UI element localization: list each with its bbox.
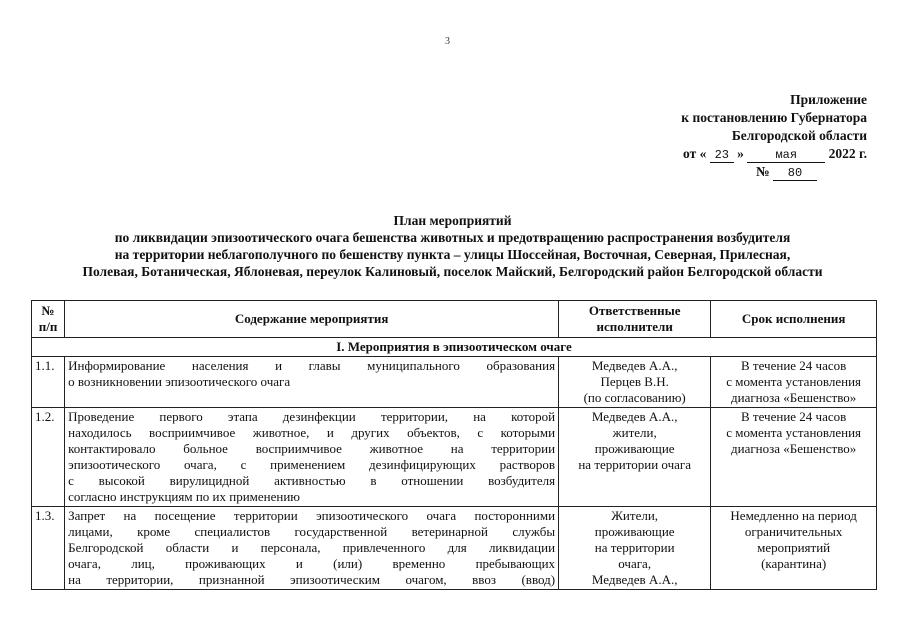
plan-heading (30, 212, 875, 280)
deadline-line: с момента установления (726, 425, 862, 440)
row-number: 1.3. (32, 507, 65, 590)
content-line: эпизоотического очага, с применением дезинфицирующих растворов (68, 457, 556, 472)
content-line: Запрет на посещение территории эпизоотического очага посторонними (68, 508, 556, 523)
resp-line: очага, (618, 556, 652, 571)
resp-line: Медведев А.А., (591, 409, 678, 424)
appendix-title: Приложение (790, 92, 867, 107)
content-line: Информирование населения и главы муниципального образования (68, 358, 556, 373)
appendix-date (681, 145, 867, 163)
row-responsible (559, 357, 711, 408)
row-deadline (711, 408, 877, 507)
resp-line: на территории (594, 540, 675, 555)
deadline-line: мероприятий (757, 540, 831, 555)
table-row (32, 408, 877, 507)
header-resp-line: Ответственные (588, 303, 681, 318)
content-line: находилось восприимчивое животное, и других объектов, с которыми (68, 425, 556, 440)
content-line: на территории, признанной эпизоотическим очагом, ввоз (ввод) (68, 572, 556, 587)
content-line: лицами, кроме специалистов государственной ветеринарной службы (68, 524, 556, 539)
row-responsible (559, 507, 711, 590)
number-value: 80 (773, 166, 817, 181)
header-num-line: № (41, 303, 55, 318)
deadline-line: диагноза «Бешенство» (731, 441, 857, 456)
content-line: Проведение первого этапа дезинфекции территории, на которой (68, 409, 556, 424)
appendix-block (681, 91, 867, 181)
content-line: с высокой вирулицидной активностью в отношении возбудителя (68, 473, 556, 488)
row-content (65, 408, 559, 507)
header-num-line: п/п (38, 319, 58, 334)
table-header-row (32, 301, 877, 338)
header-resp-line: исполнители (596, 319, 673, 334)
row-responsible (559, 408, 711, 507)
header-num (32, 301, 65, 338)
content-line: Белгородской области и персонала, привлеченного для ликвидации (68, 540, 556, 555)
date-mid: » (737, 146, 744, 161)
content-line: контактировало больное восприимчивое животное на территории (68, 441, 556, 456)
deadline-line: (карантина) (761, 556, 827, 571)
date-month: мая (747, 148, 825, 163)
row-content (65, 357, 559, 408)
section-title: I. Мероприятия в эпизоотическом очаге (32, 338, 877, 357)
content-line: согласно инструкциям по их применению (68, 489, 301, 504)
header-content: Содержание мероприятия (65, 301, 559, 338)
deadline-line: В течение 24 часов (741, 358, 847, 373)
section-row (32, 338, 877, 357)
appendix-line-decree: к постановлению Губернатора (681, 110, 867, 125)
date-year: 2022 г. (828, 146, 867, 161)
header-deadline: Срок исполнения (711, 301, 877, 338)
plan-table (31, 300, 877, 590)
row-number: 1.2. (32, 408, 65, 507)
header-responsible (559, 301, 711, 338)
table-row (32, 357, 877, 408)
resp-line: Перцев В.Н. (600, 374, 669, 389)
deadline-line: В течение 24 часов (741, 409, 847, 424)
table-row (32, 507, 877, 590)
resp-line: проживающие (594, 441, 675, 456)
resp-line: Медведев А.А., (591, 572, 678, 587)
appendix-line-region: Белгородской области (731, 128, 867, 143)
date-day: 23 (710, 148, 734, 163)
appendix-number (681, 163, 817, 181)
resp-line: проживающие (594, 524, 675, 539)
row-deadline (711, 357, 877, 408)
row-deadline (711, 507, 877, 590)
deadline-line: ограничительных (744, 524, 843, 539)
deadline-line: диагноза «Бешенство» (731, 390, 857, 405)
page-number: 3 (445, 36, 450, 47)
plan-subtitle-line: по ликвидации эпизоотического очага бешенства животных и предотвращению распространения возбудителя (114, 230, 791, 245)
plan-subtitle-line: на территории неблагополучного по бешенству пункта – улицы Шоссейная, Восточная, Северная, Прилесная, (114, 247, 791, 262)
resp-line: Медведев А.А., (591, 358, 678, 373)
content-line: о возникновении эпизоотического очага (68, 374, 291, 389)
date-prefix: от « (683, 146, 707, 161)
row-content (65, 507, 559, 590)
resp-line: на территории очага (578, 457, 691, 472)
content-line: очага, лиц, проживающих и (или) временно пребывающих (68, 556, 556, 571)
number-label: № (756, 164, 770, 179)
plan-title: План мероприятий (393, 213, 512, 228)
deadline-line: Немедленно на период (730, 508, 857, 523)
resp-line: (по согласованию) (583, 390, 686, 405)
deadline-line: с момента установления (726, 374, 862, 389)
row-number: 1.1. (32, 357, 65, 408)
plan-subtitle-line: Полевая, Ботаническая, Яблоневая, переулок Калиновый, поселок Майский, Белгородский район Белгородской области (82, 264, 823, 279)
resp-line: жители, (612, 425, 657, 440)
resp-line: Жители, (611, 508, 659, 523)
